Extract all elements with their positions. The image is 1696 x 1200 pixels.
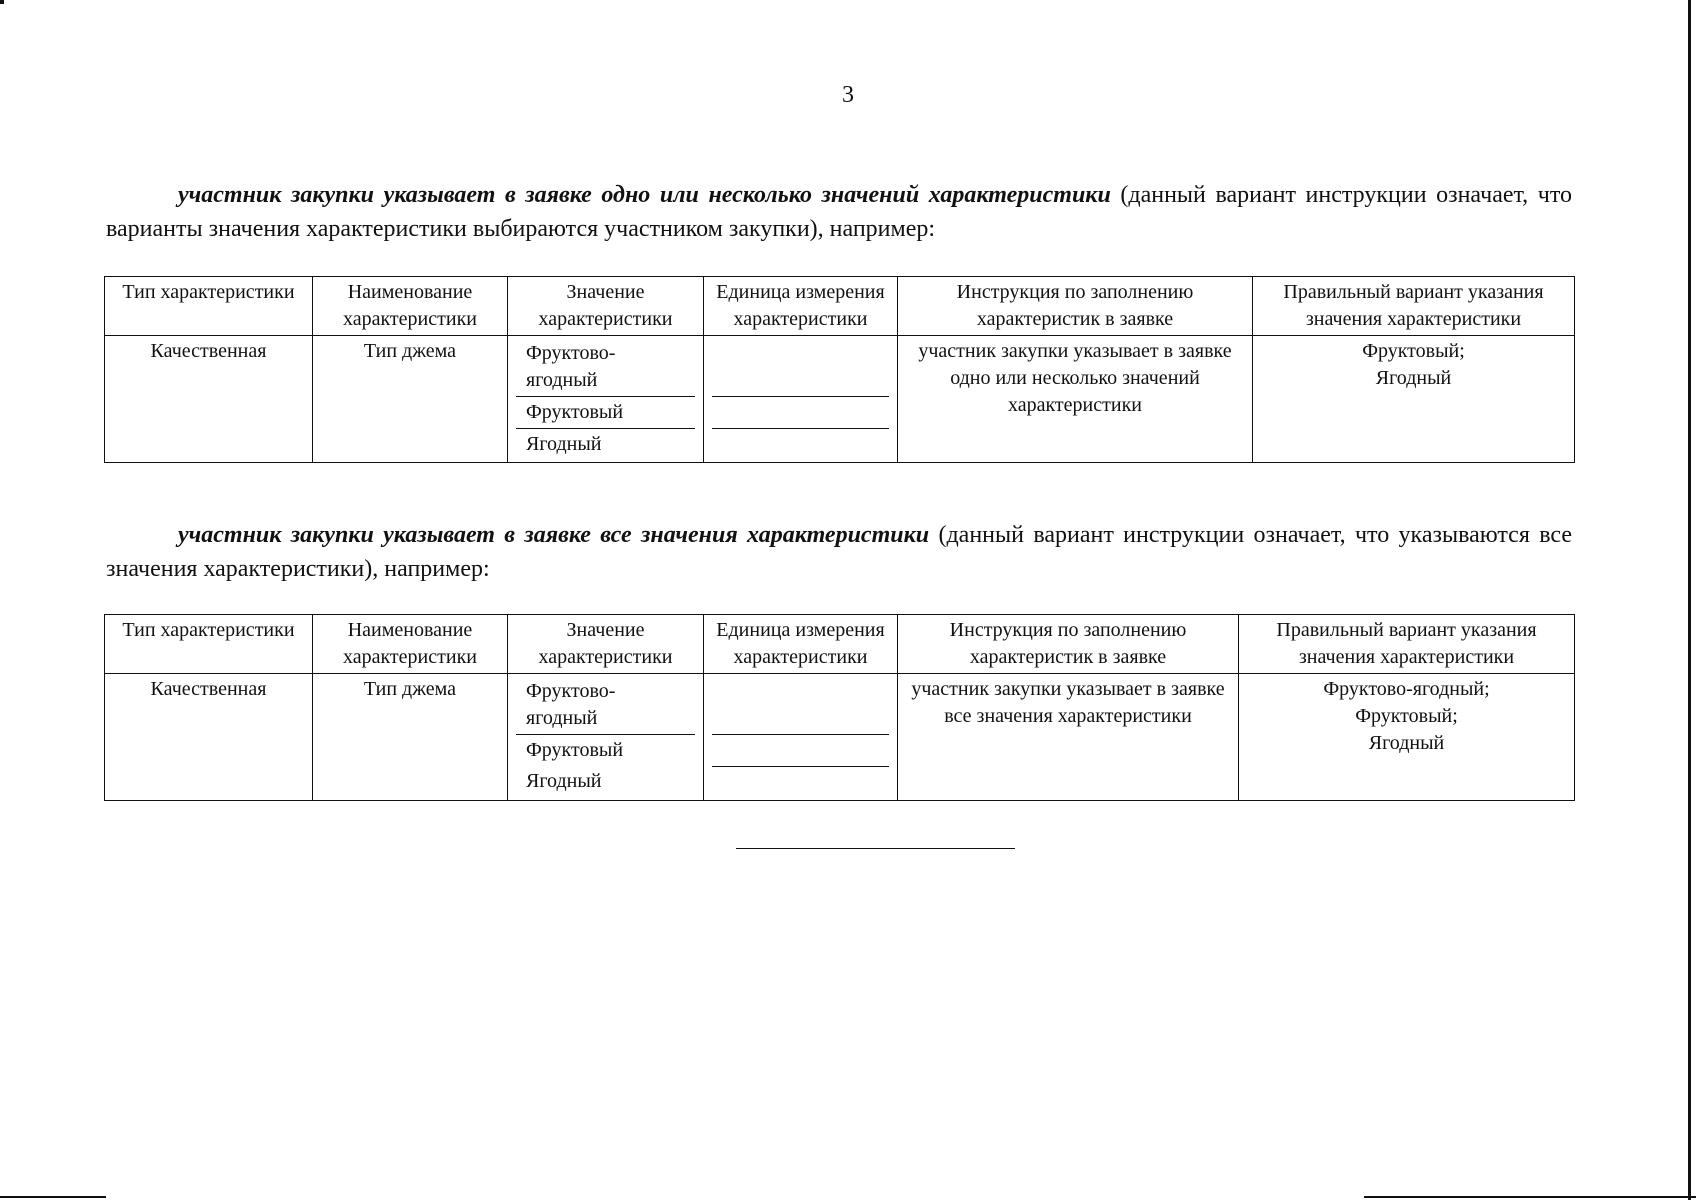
example-table-one-or-several (104, 276, 1575, 463)
cell-instruction: участник закупки указывает в заявке одно или несколько значений характеристики (898, 336, 1253, 463)
closing-rule (736, 848, 1015, 849)
table-row (105, 674, 1575, 801)
table-row (105, 336, 1575, 463)
table-header-row (105, 277, 1575, 336)
scan-artifact-edge (0, 1196, 106, 1198)
scan-artifact-corner (0, 0, 4, 4)
instruction-paragraph-one-or-several (106, 178, 1572, 246)
correct-line: Ягодный (1375, 367, 1452, 389)
instruction-paragraph-all-values (106, 518, 1572, 586)
header-name: Наименование характеристики (313, 277, 508, 336)
cell-units (704, 674, 898, 801)
paragraph-lead-rest: (данный вариант инструкции означает, что указываются все значения характеристики), например: (106, 522, 1572, 582)
header-instruction: Инструкция по заполнению характеристик в заявке (898, 615, 1239, 674)
cell-values (508, 674, 704, 801)
header-value: Значение характеристики (508, 277, 704, 336)
cell-name: Тип джема (313, 336, 508, 463)
header-correct: Правильный вариант указания значения характеристики (1239, 615, 1575, 674)
cell-values (508, 336, 704, 463)
table-header-row (105, 615, 1575, 674)
paragraph-lead-bold: участник закупки указывает в заявке одно или несколько значений характеристики (178, 182, 1111, 208)
unit-item (712, 766, 889, 798)
value-item: Ягодный (526, 770, 602, 792)
unit-item (712, 338, 889, 396)
cell-name: Тип джема (313, 674, 508, 801)
correct-line: Фруктовый; (1362, 340, 1465, 362)
value-item: Фруктовый (516, 734, 695, 766)
unit-item (712, 396, 889, 428)
page-number: 3 (842, 82, 854, 108)
header-unit: Единица измерения характеристики (704, 277, 898, 336)
cell-type: Качественная (105, 336, 313, 463)
correct-line: Фруктовый; (1355, 705, 1458, 727)
scan-artifact-edge (1688, 0, 1691, 1200)
correct-line: Фруктово-ягодный; (1323, 678, 1490, 700)
cell-correct (1253, 336, 1575, 463)
unit-item (712, 734, 889, 766)
cell-type: Качественная (105, 674, 313, 801)
unit-item (712, 428, 889, 460)
correct-line: Ягодный (1368, 732, 1445, 754)
cell-units (704, 336, 898, 463)
value-item: Фруктово-ягодный (526, 342, 616, 391)
paragraph-lead-rest: (данный вариант инструкции означает, что варианты значения характеристики выбираются участником закупки), например: (106, 182, 1572, 242)
cell-instruction: участник закупки указывает в заявке все значения характеристики (898, 674, 1239, 801)
header-type: Тип характеристики (105, 277, 313, 336)
unit-item (712, 676, 889, 734)
value-item: Фруктово-ягодный (526, 680, 616, 729)
value-item: Ягодный (516, 428, 695, 460)
example-table-all-values (104, 614, 1575, 801)
paragraph-lead-bold: участник закупки указывает в заявке все значения характеристики (178, 522, 930, 548)
scan-artifact-edge (1364, 1196, 1696, 1198)
header-correct: Правильный вариант указания значения характеристики (1253, 277, 1575, 336)
value-item: Фруктовый (516, 396, 695, 428)
cell-correct (1239, 674, 1575, 801)
header-instruction: Инструкция по заполнению характеристик в заявке (898, 277, 1253, 336)
header-unit: Единица измерения характеристики (704, 615, 898, 674)
header-name: Наименование характеристики (313, 615, 508, 674)
header-value: Значение характеристики (508, 615, 704, 674)
header-type: Тип характеристики (105, 615, 313, 674)
